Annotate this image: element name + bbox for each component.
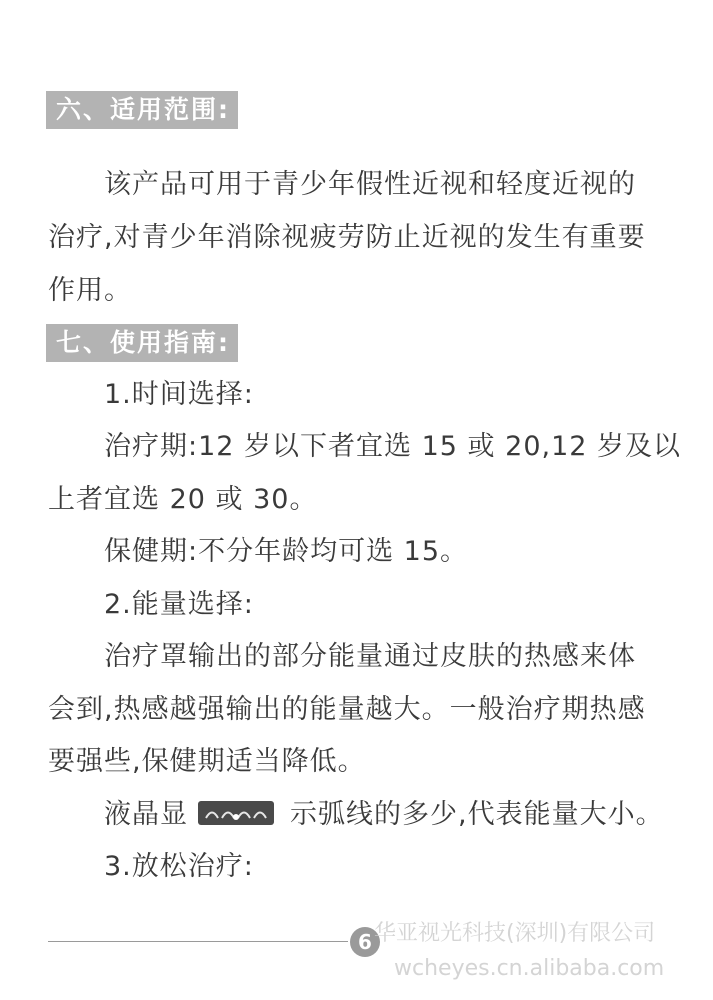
treatment-period-line-1: 治疗期:12 岁以下者宜选 15 或 20,12 岁及以: [104, 431, 682, 462]
lcd-line-after: 示弧线的多少,代表能量大小。: [290, 799, 664, 830]
lcd-energy-arc-icon: [198, 801, 274, 825]
health-period-line: 保健期:不分年龄均可选 15。: [104, 536, 469, 567]
lcd-line-before: 液晶显: [104, 799, 188, 830]
section-6-line-1: 该产品可用于青少年假性近视和轻度近视的: [104, 169, 636, 200]
section-6-heading: 六、适用范围:: [46, 91, 238, 129]
energy-selection-title: 2.能量选择:: [104, 589, 254, 620]
lcd-display-line: [104, 798, 664, 832]
page-number-badge: 6: [350, 927, 380, 957]
section-6-line-3: 作用。: [48, 275, 132, 306]
energy-line-2: 会到,热感越强输出的能量越大。一般治疗期热感: [48, 694, 646, 725]
footer-rule: [48, 941, 348, 942]
treatment-period-line-2: 上者宜选 20 或 30。: [48, 484, 318, 515]
section-7-heading: 七、使用指南:: [46, 324, 238, 362]
section-6-line-2: 治疗,对青少年消除视疲劳防止近视的发生有重要: [48, 222, 646, 253]
time-selection-title: 1.时间选择:: [104, 379, 254, 410]
relaxation-treatment-title: 3.放松治疗:: [104, 851, 254, 882]
energy-line-1: 治疗罩输出的部分能量通过皮肤的热感来体: [104, 641, 636, 672]
watermark-site: wcheyes.cn.alibaba.com: [394, 956, 665, 981]
watermark-company: 华亚视光科技(深圳)有限公司: [374, 921, 656, 946]
energy-line-3: 要强些,保健期适当降低。: [48, 746, 366, 777]
